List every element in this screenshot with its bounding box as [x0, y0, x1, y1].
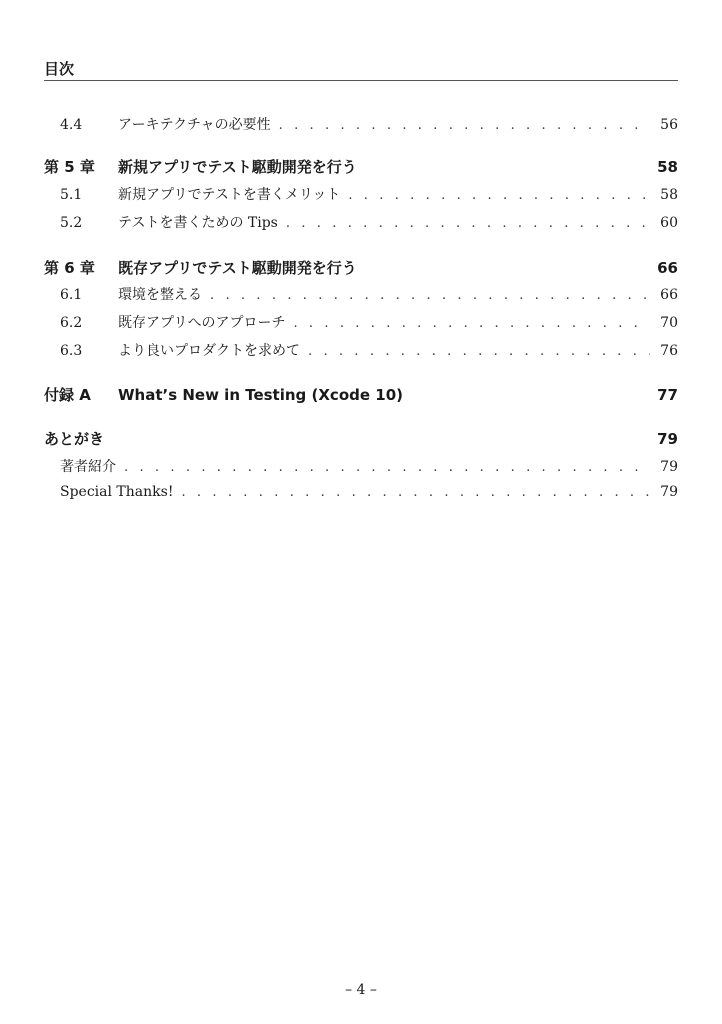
section-number: 5.2: [60, 215, 83, 231]
toc-appendix-a[interactable]: [44, 384, 678, 406]
leader-dots: [293, 316, 650, 331]
toc-entry-5-1[interactable]: [44, 184, 678, 206]
leader-dots: [279, 118, 650, 133]
toc-entry-5-2[interactable]: [44, 212, 678, 234]
toc-header: [44, 58, 678, 81]
toc-entry-6-3[interactable]: [44, 340, 678, 362]
page-number: 66: [660, 287, 678, 303]
section-number: 6.3: [60, 343, 83, 359]
page-number: 79: [660, 459, 678, 475]
toc-entry-6-2[interactable]: [44, 312, 678, 334]
toc-header-title: 目次: [44, 60, 75, 78]
toc-entry-4-4[interactable]: [44, 114, 678, 136]
leader-dots: [348, 188, 650, 203]
toc-entry-6-1[interactable]: [44, 284, 678, 306]
page-number: 77: [657, 386, 678, 404]
page-number: 60: [660, 215, 678, 231]
page-number: 66: [657, 259, 678, 277]
page-footer: [0, 982, 722, 998]
section-title: テストを書くための Tips: [118, 215, 278, 231]
toc-chapter-5[interactable]: [44, 156, 678, 178]
leader-dots: [210, 288, 650, 303]
section-number: 5.1: [60, 187, 83, 203]
chapter-number: 第 5 章: [44, 158, 95, 176]
section-title: より良いプロダクトを求めて: [118, 343, 300, 359]
footer-page-number: – 4 –: [345, 982, 377, 998]
leader-dots: [308, 344, 650, 359]
page-number: 79: [657, 430, 678, 448]
page-number: 58: [660, 187, 678, 203]
toc-chapter-6[interactable]: [44, 257, 678, 279]
section-title: 著者紹介: [60, 459, 116, 475]
section-title: Special Thanks!: [60, 484, 174, 500]
toc-entry-special-thanks[interactable]: [44, 484, 678, 506]
chapter-number: 付録 A: [44, 386, 91, 404]
section-title: 新規アプリでテストを書くメリット: [118, 187, 341, 203]
page-number: 76: [660, 343, 678, 359]
chapter-title: あとがき: [44, 430, 105, 448]
leader-dots: [181, 485, 650, 500]
toc-afterword[interactable]: [44, 428, 678, 450]
chapter-title: What’s New in Testing (Xcode 10): [118, 386, 403, 404]
page-number: 70: [660, 315, 678, 331]
leader-dots: [124, 460, 650, 475]
section-number: 4.4: [60, 117, 83, 133]
page-number: 56: [660, 117, 678, 133]
page-number: 79: [660, 484, 678, 500]
section-title: 既存アプリへのアプローチ: [118, 315, 286, 331]
chapter-title: 新規アプリでテスト駆動開発を行う: [118, 158, 357, 176]
section-title: 環境を整える: [118, 287, 202, 303]
page-number: 58: [657, 158, 678, 176]
toc-entry-authors[interactable]: [44, 456, 678, 478]
section-number: 6.1: [60, 287, 83, 303]
leader-dots: [286, 216, 650, 231]
chapter-title: 既存アプリでテスト駆動開発を行う: [118, 259, 357, 277]
chapter-number: 第 6 章: [44, 259, 95, 277]
section-title: アーキテクチャの必要性: [118, 117, 271, 133]
section-number: 6.2: [60, 315, 83, 331]
